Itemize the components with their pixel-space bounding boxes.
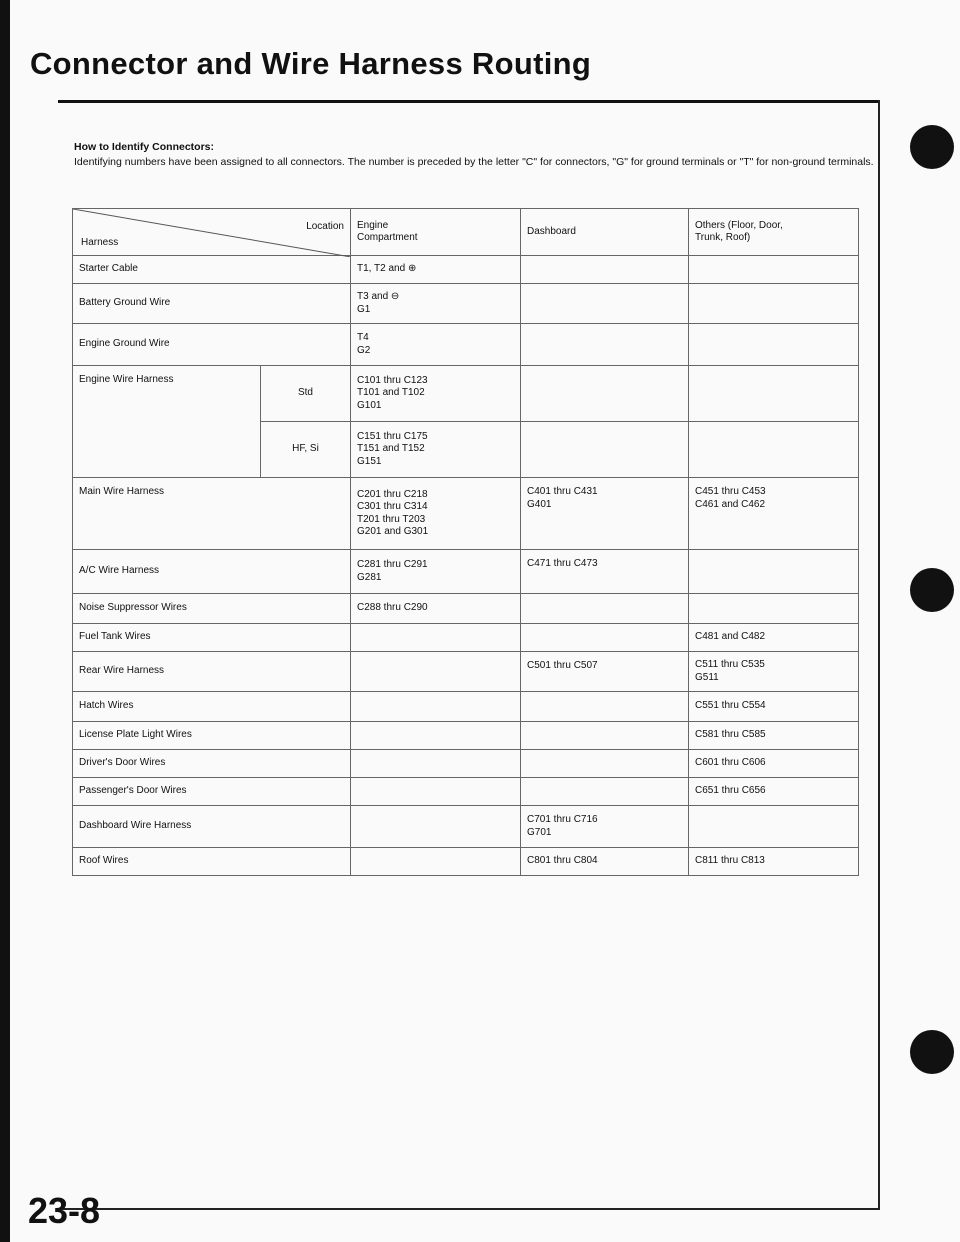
intro-block [74, 140, 874, 170]
harness-name: Hatch Wires [73, 692, 351, 722]
dashboard-cell [521, 624, 689, 652]
others-cell: C551 thru C554 [689, 692, 859, 722]
table-row [73, 692, 859, 722]
harness-name: Engine Ground Wire [73, 324, 351, 366]
harness-name: Roof Wires [73, 848, 351, 876]
harness-name: Starter Cable [73, 256, 351, 284]
engine-compartment-cell: T1, T2 and ⊕ [351, 256, 521, 284]
engine-compartment-cell [351, 624, 521, 652]
dashboard-cell: C501 thru C507 [521, 652, 689, 692]
table-row [73, 478, 859, 550]
page-title: Connector and Wire Harness Routing [30, 46, 592, 81]
dashboard-cell [521, 778, 689, 806]
engine-compartment-cell: C201 thru C218 C301 thru C314 T201 thru T203 G201 and G301 [351, 478, 521, 550]
others-cell [689, 366, 859, 422]
page-edge-bar [0, 0, 10, 1242]
table-row [73, 324, 859, 366]
engine-compartment-cell [351, 692, 521, 722]
variant-label-hf-si: HF, Si [261, 422, 351, 478]
binder-hole-top [910, 125, 954, 169]
others-cell: C651 thru C656 [689, 778, 859, 806]
harness-name: Fuel Tank Wires [73, 624, 351, 652]
others-cell [689, 324, 859, 366]
dashboard-cell: C401 thru C431 G401 [521, 478, 689, 550]
dashboard-cell [521, 692, 689, 722]
harness-name: Driver's Door Wires [73, 750, 351, 778]
others-cell [689, 594, 859, 624]
engine-compartment-cell [351, 722, 521, 750]
engine-compartment-cell [351, 806, 521, 848]
header-dashboard: Dashboard [521, 209, 689, 256]
engine-compartment-cell: C151 thru C175 T151 and T152 G151 [351, 422, 521, 478]
engine-compartment-cell [351, 778, 521, 806]
engine-compartment-cell [351, 652, 521, 692]
table-header-row [73, 209, 859, 256]
harness-name: Dashboard Wire Harness [73, 806, 351, 848]
others-cell: C581 thru C585 [689, 722, 859, 750]
dashboard-cell [521, 422, 689, 478]
table-row [73, 624, 859, 652]
table-row [73, 550, 859, 594]
variant-label-std: Std [261, 366, 351, 422]
binder-hole-bottom [910, 1030, 954, 1074]
harness-location-table [72, 208, 859, 876]
others-cell: C511 thru C535 G511 [689, 652, 859, 692]
engine-compartment-cell: C281 thru C291 G281 [351, 550, 521, 594]
dashboard-cell [521, 750, 689, 778]
harness-name: Battery Ground Wire [73, 284, 351, 324]
table-row [73, 594, 859, 624]
engine-compartment-cell: C288 thru C290 [351, 594, 521, 624]
others-cell [689, 256, 859, 284]
table-row [73, 806, 859, 848]
harness-name: Engine Wire Harness [73, 366, 261, 478]
header-corner-cell [73, 209, 351, 256]
harness-name: A/C Wire Harness [73, 550, 351, 594]
dashboard-cell [521, 256, 689, 284]
table-row [73, 722, 859, 750]
table-row [73, 366, 859, 422]
dashboard-cell [521, 284, 689, 324]
table-row [73, 256, 859, 284]
dashboard-cell: C701 thru C716 G701 [521, 806, 689, 848]
dashboard-cell [521, 324, 689, 366]
table-row [73, 778, 859, 806]
dashboard-cell [521, 594, 689, 624]
binder-hole-middle [910, 568, 954, 612]
others-cell: C451 thru C453 C461 and C462 [689, 478, 859, 550]
engine-compartment-cell [351, 848, 521, 876]
dashboard-cell [521, 722, 689, 750]
others-cell [689, 422, 859, 478]
harness-name: License Plate Light Wires [73, 722, 351, 750]
header-engine-compartment: Engine Compartment [351, 209, 521, 256]
others-cell: C481 and C482 [689, 624, 859, 652]
harness-name: Passenger's Door Wires [73, 778, 351, 806]
engine-compartment-cell: C101 thru C123 T101 and T102 G101 [351, 366, 521, 422]
others-cell: C811 thru C813 [689, 848, 859, 876]
engine-compartment-cell: T4 G2 [351, 324, 521, 366]
table-row [73, 750, 859, 778]
intro-body: Identifying numbers have been assigned to all connectors. The number is preceded by the letter "C" for connectors, "G" for ground terminals or "T" for non-ground terminals. [74, 156, 874, 168]
others-cell: C601 thru C606 [689, 750, 859, 778]
harness-name: Noise Suppressor Wires [73, 594, 351, 624]
harness-name: Rear Wire Harness [73, 652, 351, 692]
table-row [73, 284, 859, 324]
engine-compartment-cell [351, 750, 521, 778]
others-cell [689, 806, 859, 848]
dashboard-cell: C801 thru C804 [521, 848, 689, 876]
dashboard-cell: C471 thru C473 [521, 550, 689, 594]
page-number: 23-8 [28, 1190, 101, 1231]
others-cell [689, 284, 859, 324]
header-others: Others (Floor, Door, Trunk, Roof) [689, 209, 859, 256]
header-location-label: Location [306, 221, 344, 232]
intro-heading: How to Identify Connectors: [74, 141, 214, 153]
header-harness-label: Harness [81, 236, 119, 248]
table-row [73, 652, 859, 692]
dashboard-cell [521, 366, 689, 422]
engine-compartment-cell: T3 and ⊖ G1 [351, 284, 521, 324]
others-cell [689, 550, 859, 594]
table-row [73, 848, 859, 876]
harness-name: Main Wire Harness [73, 478, 351, 550]
